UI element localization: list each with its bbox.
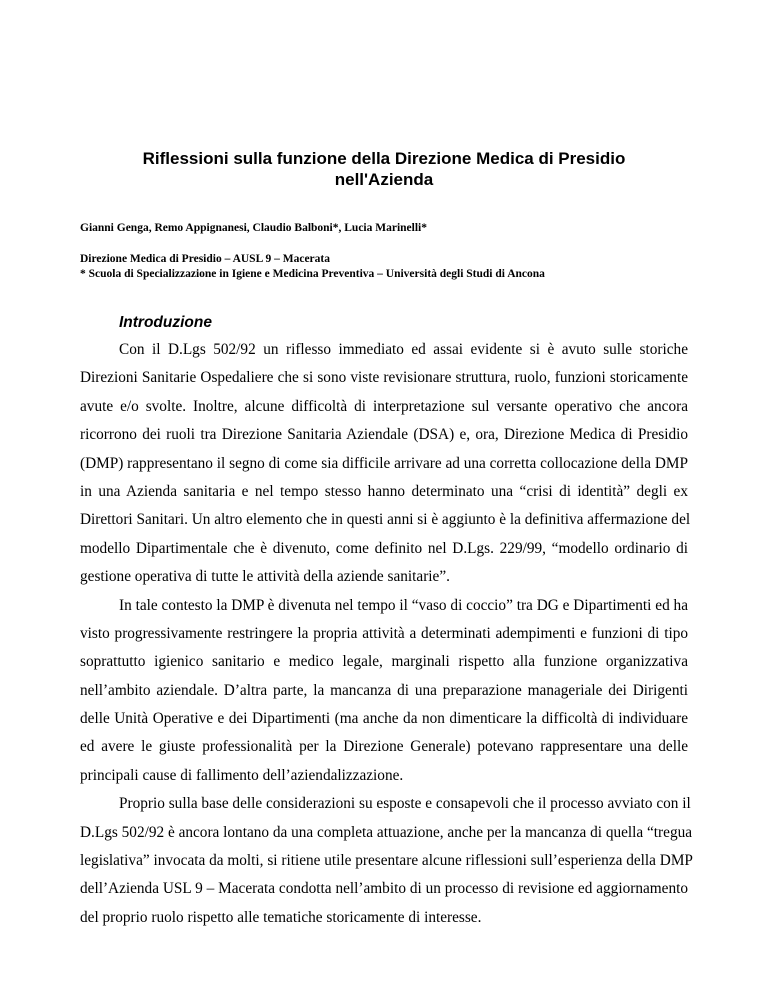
- author-list: Gianni Genga, Remo Appignanesi, Claudio Balboni*, Lucia Marinelli*: [80, 222, 427, 234]
- text-line: nell’ambito aziendale. D’altra parte, la mancanza di una preparazione manageriale dei Dirigenti: [80, 681, 688, 699]
- affiliations: [80, 252, 545, 282]
- text-line: soprattutto igienico sanitario e medico legale, marginali rispetto alla funzione organizzativa: [80, 653, 688, 671]
- document-title: [90, 148, 678, 190]
- text-line: avute e/o svolte. Inoltre, alcune difficoltà di interpretazione sul versante operativo che ancora: [80, 397, 688, 415]
- text-line: Direzioni Sanitarie Ospedaliere che si sono viste revisionare struttura, ruolo, funzioni storicamente: [80, 369, 688, 387]
- text-line: in una Azienda sanitaria e nel tempo stesso hanno determinato una “crisi di identità” degli ex: [80, 482, 688, 500]
- affiliation-line: Direzione Medica di Presidio – AUSL 9 – Macerata: [80, 253, 330, 265]
- text-line: del proprio ruolo rispetto alle tematiche storicamente di interesse.: [80, 908, 482, 926]
- affiliation-line: * Scuola di Specializzazione in Igiene e Medicina Preventiva – Università degli Studi di Ancona: [80, 268, 545, 280]
- text-line: modello Dipartimentale che è divenuto, come definito nel D.Lgs. 229/99, “modello ordinario di: [80, 539, 688, 557]
- text-line: (DMP) rappresentano il segno di come sia difficile arrivare ad una corretta collocazione della DMP: [80, 454, 688, 472]
- text-line: ricorrono dei ruoli tra Direzione Sanitaria Aziendale (DSA) e, ora, Direzione Medica di Presidio: [80, 426, 688, 444]
- text-line: D.Lgs 502/92 è ancora lontano da una completa attuazione, anche per la mancanza di quella “tregua: [80, 823, 693, 841]
- body-text: [80, 336, 693, 932]
- text-line: Direttori Sanitari. Un altro elemento che in questi anni si è aggiunto è la definitiva affermazione del: [80, 511, 691, 529]
- text-line: In tale contesto la DMP è divenuta nel tempo il “vaso di coccio” tra DG e Dipartimenti ed ha: [119, 596, 688, 614]
- text-line: Con il D.Lgs 502/92 un riflesso immediato ed assai evidente si è avuto sulle storiche: [119, 341, 688, 358]
- text-line: ed avere le giuste professionalità per la Direzione Generale) potevano rappresentare una delle: [80, 738, 688, 756]
- text-line: legislativa” invocata da molti, si ritiene utile presentare alcune riflessioni sull’esperienza della DMP: [80, 852, 693, 870]
- text-line: delle Unità Operative e dei Dipartimenti (ma anche da non dimenticare la difficoltà di individuare: [80, 710, 688, 728]
- section-heading: Introduzione: [119, 314, 212, 331]
- text-line: dell’Azienda USL 9 – Macerata condotta nell’ambito di un processo di revisione ed aggiornamento: [80, 880, 688, 898]
- title-line: Riflessioni sulla funzione della Direzione Medica di Presidio: [142, 149, 626, 168]
- text-line: gestione operativa di tutte le attività della aziende sanitarie”.: [80, 568, 450, 586]
- text-line: visto progressivamente restringere la propria attività a determinati adempimenti e funzioni di tipo: [80, 624, 688, 642]
- text-line: Proprio sulla base delle considerazioni su esposte e consapevoli che il processo avviato con il: [119, 795, 691, 813]
- text-line: principali cause di fallimento dell’aziendalizzazione.: [80, 766, 404, 784]
- title-line: nell'Azienda: [334, 170, 434, 189]
